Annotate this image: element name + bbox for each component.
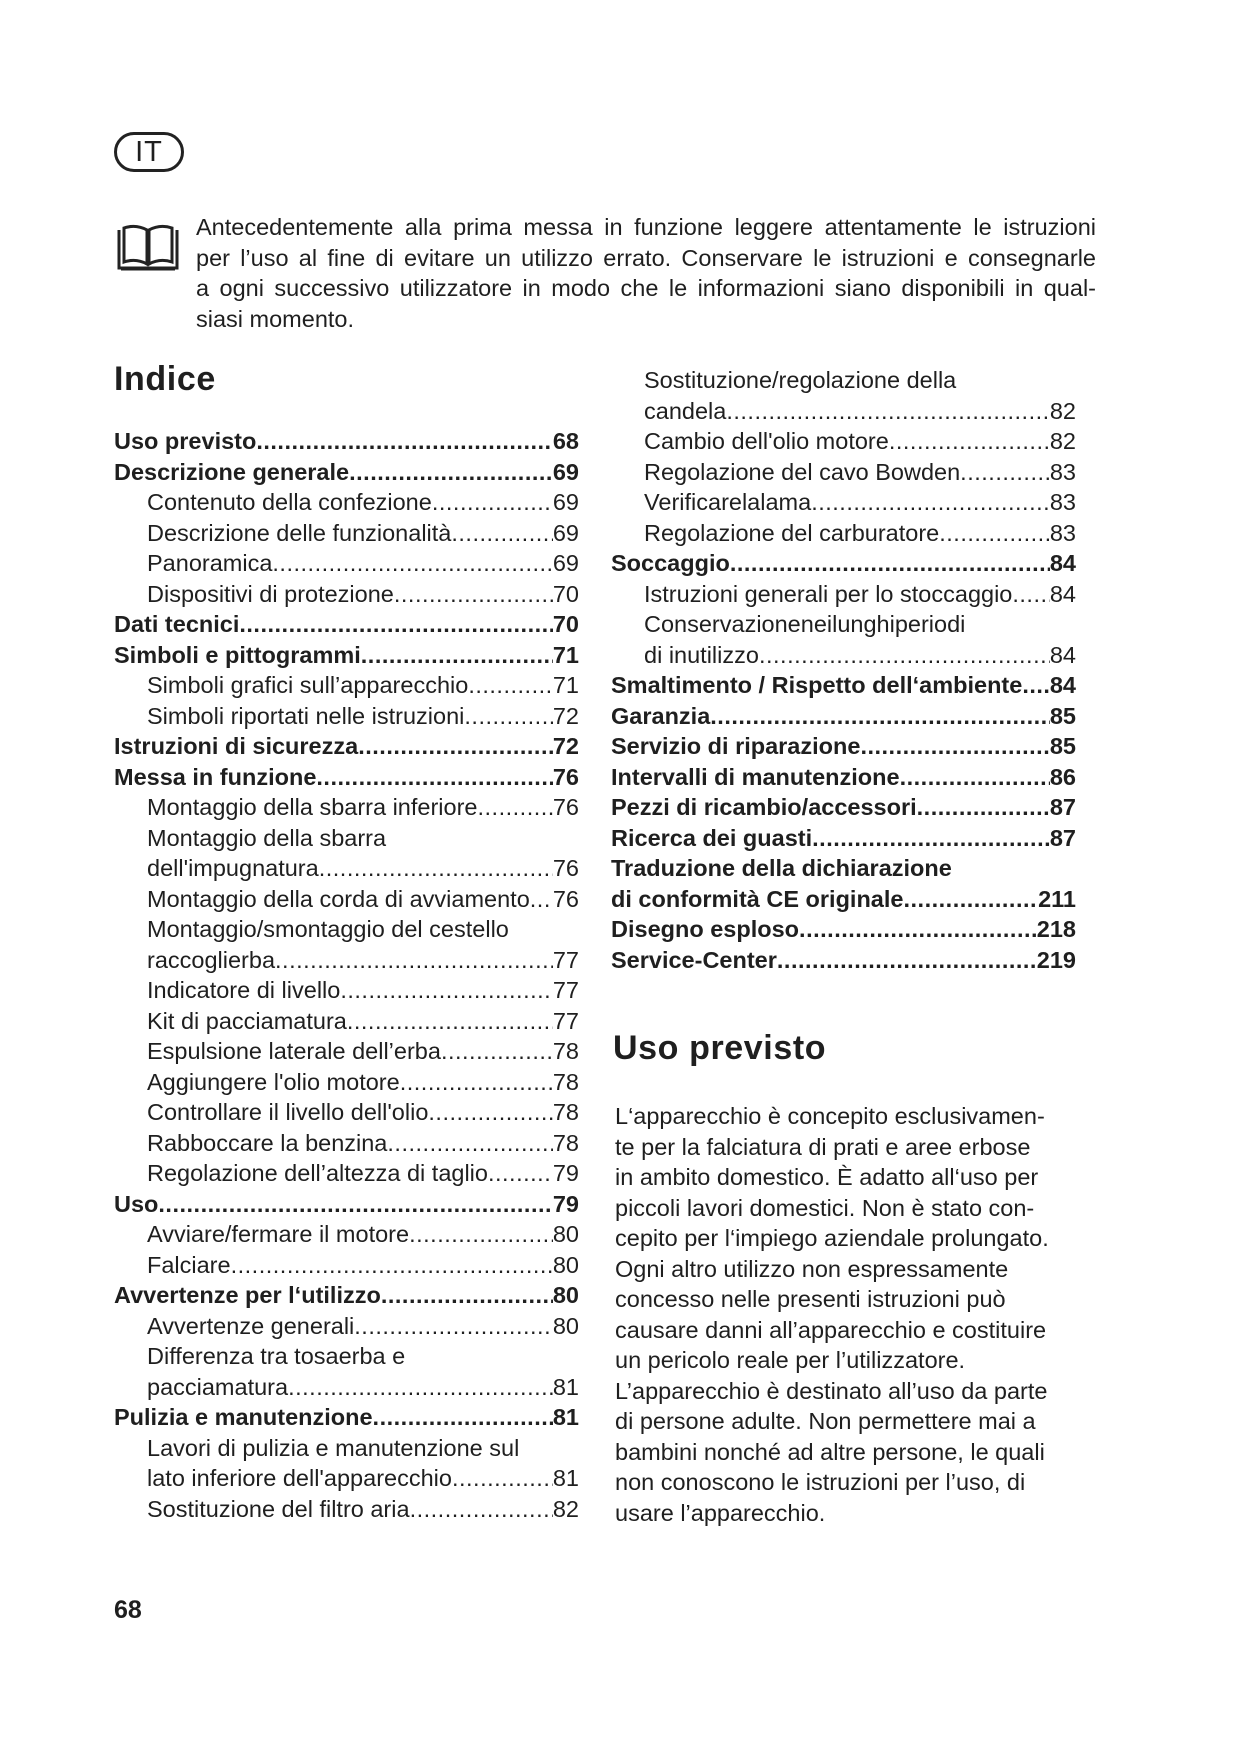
- toc-entry-label: raccoglierba: [147, 946, 276, 973]
- index-heading: Indice: [114, 360, 216, 398]
- toc-entry[interactable]: [611, 487, 1076, 518]
- toc-entry[interactable]: [611, 365, 1076, 396]
- toc-entry-page: 84: [1049, 580, 1076, 607]
- toc-entry-label: Messa in funzione: [114, 763, 317, 790]
- toc-entry[interactable]: [114, 914, 579, 945]
- toc-entry-label: Regolazione del carburatore: [644, 519, 940, 546]
- intro-line: a ogni successivo utilizzatore in modo che le informazioni siano disponibili in qual-: [196, 275, 1096, 301]
- toc-entry-page: 85: [1049, 702, 1076, 729]
- toc-entry[interactable]: [114, 640, 579, 671]
- toc-leader-dots: [319, 853, 553, 884]
- toc-entry[interactable]: [114, 1311, 579, 1342]
- toc-entry-label: Lavori di pulizia e manutenzione sul: [147, 1434, 520, 1461]
- toc-leader-dots: [710, 701, 1050, 732]
- toc-entry-page: 81: [552, 1404, 579, 1430]
- toc-entry[interactable]: [114, 792, 579, 823]
- toc-entry-page: 78: [552, 1099, 579, 1125]
- toc-entry-page: 87: [1049, 824, 1076, 851]
- toc-entry[interactable]: [114, 457, 579, 488]
- toc-leader-dots: [441, 1036, 553, 1067]
- toc-leader-dots: [900, 762, 1050, 793]
- toc-entry-label: candela: [644, 397, 727, 424]
- toc-leader-dots: [811, 487, 1050, 518]
- toc-entry-label: Garanzia: [611, 702, 711, 729]
- toc-entry-label: Indicatore di livello: [147, 977, 341, 1003]
- toc-entry-page: 83: [1049, 458, 1076, 485]
- toc-entry-page: 84: [1049, 672, 1076, 698]
- toc-leader-dots: [400, 1067, 553, 1098]
- toc-entry-label: Conservazioneneilunghiperiodi: [644, 611, 966, 637]
- toc-entry-page: 83: [1049, 489, 1076, 515]
- toc-leader-dots: [530, 884, 553, 915]
- intro-line: siasi momento.: [196, 305, 355, 332]
- toc-entry[interactable]: [114, 1158, 579, 1189]
- toc-entry[interactable]: [114, 1402, 579, 1433]
- toc-entry[interactable]: [114, 701, 579, 732]
- toc-entry[interactable]: [114, 1341, 579, 1372]
- toc-leader-dots: [275, 945, 553, 976]
- toc-entry[interactable]: [114, 579, 579, 610]
- toc-entry-label: Uso: [114, 1190, 159, 1217]
- toc-entry-label: Rabboccare la benzina: [147, 1129, 388, 1156]
- toc-entry-page: 79: [552, 1160, 579, 1186]
- toc-left-column: [114, 426, 579, 1524]
- toc-entry[interactable]: [611, 884, 1076, 915]
- toc-entry-page: 71: [552, 672, 579, 698]
- toc-entry-label: Service-Center: [611, 946, 777, 973]
- toc-entry-page: 80: [552, 1251, 579, 1278]
- toc-leader-dots: [903, 884, 1038, 915]
- toc-entry-page: 83: [1049, 519, 1076, 546]
- toc-entry-label: Simboli riportati nelle istruzioni: [147, 702, 465, 729]
- toc-leader-dots: [452, 1463, 553, 1494]
- toc-entry-label: Ricerca dei guasti: [611, 824, 813, 851]
- toc-entry-page: 69: [552, 458, 579, 485]
- toc-leader-dots: [799, 914, 1037, 945]
- toc-entry-label: Descrizione generale: [114, 458, 350, 485]
- toc-leader-dots: [354, 1311, 553, 1342]
- toc-leader-dots: [239, 609, 552, 640]
- toc-entry[interactable]: [114, 762, 579, 793]
- toc-entry-page: 68: [552, 428, 579, 454]
- body-line: Ogni altro utilizzo non espressamente: [615, 1255, 1009, 1282]
- toc-entry-label: Pezzi di ricambio/accessori: [611, 794, 917, 820]
- toc-leader-dots: [759, 640, 1050, 671]
- toc-entry-page: 86: [1049, 763, 1076, 790]
- body-line: cepito per l‘impiego aziendale prolungato.: [615, 1225, 1049, 1251]
- body-line: bambini nonché ad altre persone, le quali: [615, 1438, 1045, 1465]
- toc-entry[interactable]: [611, 853, 1076, 884]
- toc-entry[interactable]: [114, 487, 579, 518]
- toc-entry-label: Verificarelalama: [644, 489, 812, 515]
- toc-leader-dots: [432, 487, 553, 518]
- toc-entry-label: Regolazione del cavo Bowden: [644, 458, 961, 485]
- toc-leader-dots: [288, 1372, 553, 1403]
- toc-leader-dots: [381, 1280, 553, 1311]
- toc-entry-page: 219: [1036, 946, 1076, 973]
- toc-entry-page: 82: [1049, 428, 1076, 454]
- toc-leader-dots: [889, 426, 1050, 457]
- toc-leader-dots: [373, 1402, 553, 1433]
- page-number: 68: [114, 1596, 142, 1624]
- toc-entry[interactable]: [611, 731, 1076, 762]
- toc-entry[interactable]: [114, 1219, 579, 1250]
- toc-entry[interactable]: [611, 548, 1076, 579]
- intro-line: per l’uso al fine di evitare un utilizzo errato. Conservare le istruzioni e consegnarle: [196, 244, 1096, 271]
- toc-entry-label: Cambio dell'olio motore: [644, 428, 889, 454]
- toc-entry[interactable]: [611, 670, 1076, 701]
- toc-entry[interactable]: [114, 1250, 579, 1281]
- toc-entry[interactable]: [114, 670, 579, 701]
- toc-entry-label: Avvertenze generali: [147, 1312, 355, 1339]
- uso-previsto-heading: Uso previsto: [613, 1029, 827, 1067]
- toc-entry-label: di inutilizzo: [644, 641, 759, 668]
- toc-entry-label: di conformità CE originale: [611, 885, 904, 912]
- toc-entry-label: Kit di pacciamatura: [147, 1007, 347, 1034]
- toc-entry-label: Soccaggio: [611, 550, 730, 576]
- toc-entry-page: 72: [552, 702, 579, 729]
- toc-leader-dots: [409, 1219, 553, 1250]
- toc-entry-page: 77: [552, 946, 579, 973]
- toc-leader-dots: [394, 579, 553, 610]
- toc-leader-dots: [777, 945, 1037, 976]
- intro-paragraph: [196, 212, 1096, 334]
- body-line: non conoscono le istruzioni per l’uso, di: [615, 1469, 1026, 1495]
- toc-entry-page: 87: [1049, 794, 1076, 820]
- toc-entry-label: Istruzioni generali per lo stoccaggio: [644, 580, 1013, 607]
- toc-entry-label: Espulsione laterale dell’erba: [147, 1038, 441, 1064]
- toc-entry[interactable]: [114, 1189, 579, 1220]
- toc-leader-dots: [361, 640, 553, 671]
- toc-entry[interactable]: [114, 1128, 579, 1159]
- intro-line: Antecedentemente alla prima messa in funzione leggere attentamente le istruzioni: [196, 214, 1096, 240]
- toc-entry-page: 70: [552, 611, 579, 637]
- toc-entry-page: 211: [1038, 885, 1076, 912]
- body-line: di persone adulte. Non permettere mai a: [615, 1408, 1036, 1434]
- body-line: causare danni all’apparecchio e costituire: [615, 1316, 1047, 1343]
- toc-entry-label: Simboli e pittogrammi: [114, 641, 361, 668]
- toc-leader-dots: [468, 670, 553, 701]
- toc-entry[interactable]: [611, 457, 1076, 488]
- toc-entry[interactable]: [611, 579, 1076, 610]
- toc-entry-page: 69: [552, 550, 579, 576]
- toc-entry-page: 76: [552, 794, 579, 820]
- toc-entry[interactable]: [114, 1494, 579, 1525]
- toc-leader-dots: [960, 457, 1050, 488]
- toc-entry[interactable]: [114, 1463, 579, 1494]
- toc-leader-dots: [428, 1097, 552, 1128]
- toc-leader-dots: [730, 548, 1050, 579]
- toc-entry-label: Sostituzione/regolazione della: [644, 367, 957, 393]
- toc-entry[interactable]: [611, 396, 1076, 427]
- toc-entry[interactable]: [114, 1372, 579, 1403]
- toc-entry-label: Istruzioni di sicurezza: [114, 733, 359, 759]
- toc-entry-label: Montaggio/smontaggio del cestello: [147, 916, 509, 942]
- toc-entry-page: 85: [1049, 733, 1076, 759]
- toc-entry[interactable]: [114, 1433, 579, 1464]
- toc-entry-page: 84: [1049, 550, 1076, 576]
- toc-entry-label: Sostituzione del filtro aria: [147, 1495, 410, 1522]
- toc-entry[interactable]: [114, 1006, 579, 1037]
- toc-entry-label: Uso previsto: [114, 428, 257, 454]
- toc-entry[interactable]: [114, 609, 579, 640]
- toc-entry-label: dell'impugnatura: [147, 855, 319, 881]
- toc-leader-dots: [478, 792, 553, 823]
- toc-entry[interactable]: [114, 823, 579, 854]
- toc-entry[interactable]: [114, 518, 579, 549]
- toc-entry-page: 80: [552, 1221, 579, 1247]
- toc-leader-dots: [860, 731, 1049, 762]
- uso-previsto-text: [615, 1101, 1085, 1528]
- toc-entry[interactable]: [611, 640, 1076, 671]
- toc-leader-dots: [347, 1006, 553, 1037]
- toc-leader-dots: [316, 762, 552, 793]
- toc-entry[interactable]: [114, 426, 579, 457]
- toc-leader-dots: [464, 701, 552, 732]
- toc-leader-dots: [256, 426, 553, 457]
- toc-entry-label: pacciamatura: [147, 1373, 289, 1400]
- toc-entry-page: 218: [1036, 916, 1076, 942]
- toc-entry[interactable]: [611, 823, 1076, 854]
- toc-entry-label: Intervalli di manutenzione: [611, 763, 900, 790]
- toc-leader-dots: [158, 1189, 552, 1220]
- toc-leader-dots: [410, 1494, 553, 1525]
- toc-entry-label: Avvertenze per l‘utilizzo: [114, 1282, 381, 1308]
- toc-leader-dots: [451, 518, 552, 549]
- toc-entry[interactable]: [114, 884, 579, 915]
- toc-entry-page: 84: [1049, 641, 1076, 668]
- toc-entry[interactable]: [114, 1097, 579, 1128]
- toc-entry-page: 72: [552, 733, 579, 759]
- toc-entry[interactable]: [611, 945, 1076, 976]
- toc-entry-label: Traduzione della dichiarazione: [611, 855, 952, 881]
- manual-book-icon: [116, 222, 180, 274]
- toc-leader-dots: [340, 975, 553, 1006]
- toc-entry[interactable]: [611, 914, 1076, 945]
- toc-entry-page: 71: [552, 641, 579, 668]
- toc-entry[interactable]: [611, 792, 1076, 823]
- toc-entry-page: 69: [552, 519, 579, 546]
- body-line: usare l’apparecchio.: [615, 1499, 826, 1526]
- body-line: in ambito domestico. È adatto all‘uso per: [615, 1164, 1039, 1190]
- toc-leader-dots: [272, 548, 552, 579]
- body-line: concesso nelle presenti istruzioni può: [615, 1286, 1006, 1312]
- language-badge: IT: [114, 132, 184, 172]
- toc-entry-page: 69: [552, 489, 579, 515]
- toc-entry-label: Montaggio della sbarra: [147, 824, 387, 851]
- body-line: L‘apparecchio è concepito esclusivamen-: [615, 1103, 1045, 1129]
- body-line: te per la falciatura di prati e aree erbose: [615, 1133, 1031, 1160]
- toc-entry-label: Simboli grafici sull’apparecchio: [147, 672, 469, 698]
- toc-entry-page: 78: [552, 1129, 579, 1156]
- toc-entry-label: Pulizia e manutenzione: [114, 1404, 373, 1430]
- toc-entry[interactable]: [114, 548, 579, 579]
- toc-entry-page: 77: [552, 977, 579, 1003]
- toc-entry[interactable]: [114, 1280, 579, 1311]
- toc-entry-label: Falciare: [147, 1251, 231, 1278]
- toc-leader-dots: [358, 731, 553, 762]
- toc-leader-dots: [726, 396, 1050, 427]
- toc-leader-dots: [1022, 670, 1050, 701]
- toc-entry-label: Dati tecnici: [114, 611, 240, 637]
- body-line: L’apparecchio è destinato all’uso da parte: [615, 1377, 1048, 1404]
- toc-leader-dots: [812, 823, 1050, 854]
- toc-entry-page: 81: [552, 1373, 579, 1400]
- toc-entry-page: 81: [552, 1465, 579, 1491]
- body-line: un pericolo reale per l’utilizzatore.: [615, 1347, 966, 1373]
- toc-entry[interactable]: [611, 609, 1076, 640]
- toc-entry-label: Aggiungere l'olio motore: [147, 1068, 400, 1095]
- toc-entry-page: 78: [552, 1038, 579, 1064]
- toc-entry-label: Descrizione delle funzionalità: [147, 519, 452, 546]
- toc-entry-page: 79: [552, 1190, 579, 1217]
- toc-entry-page: 70: [552, 580, 579, 607]
- toc-entry-page: 82: [552, 1495, 579, 1522]
- toc-entry-label: Smaltimento / Rispetto dell‘ambiente: [611, 672, 1023, 698]
- toc-leader-dots: [387, 1128, 552, 1159]
- toc-entry[interactable]: [611, 426, 1076, 457]
- toc-entry-page: 80: [552, 1312, 579, 1339]
- toc-entry[interactable]: [611, 518, 1076, 549]
- toc-right-column: [611, 365, 1076, 975]
- toc-entry-label: Controllare il livello dell'olio: [147, 1099, 429, 1125]
- toc-leader-dots: [349, 457, 553, 488]
- toc-entry-page: 76: [552, 855, 579, 881]
- toc-entry-label: Panoramica: [147, 550, 273, 576]
- toc-entry-page: 76: [552, 885, 579, 912]
- body-line: piccoli lavori domestici. Non è stato con-: [615, 1194, 1035, 1221]
- toc-entry-label: Montaggio della corda di avviamento: [147, 885, 530, 912]
- toc-entry[interactable]: [114, 853, 579, 884]
- toc-entry[interactable]: [114, 1036, 579, 1067]
- toc-entry-label: lato inferiore dell'apparecchio: [147, 1465, 452, 1491]
- toc-leader-dots: [939, 518, 1050, 549]
- toc-entry-label: Montaggio della sbarra inferiore: [147, 794, 478, 820]
- toc-entry-page: 78: [552, 1068, 579, 1095]
- toc-entry-label: Avviare/fermare il motore: [147, 1221, 410, 1247]
- toc-entry[interactable]: [611, 762, 1076, 793]
- toc-entry-label: Disegno esploso: [611, 916, 800, 942]
- toc-leader-dots: [917, 792, 1050, 823]
- toc-entry[interactable]: [114, 731, 579, 762]
- toc-entry-page: 80: [552, 1282, 579, 1308]
- toc-entry[interactable]: [114, 945, 579, 976]
- toc-entry-page: 77: [552, 1007, 579, 1034]
- toc-entry-label: Differenza tra tosaerba e: [147, 1343, 406, 1369]
- toc-entry[interactable]: [611, 701, 1076, 732]
- toc-entry-label: Regolazione dell’altezza di taglio: [147, 1160, 488, 1186]
- toc-entry-label: Dispositivi di protezione: [147, 580, 394, 607]
- toc-leader-dots: [1012, 579, 1049, 610]
- toc-entry[interactable]: [114, 975, 579, 1006]
- toc-entry-page: 82: [1049, 397, 1076, 424]
- toc-entry[interactable]: [114, 1067, 579, 1098]
- toc-entry-page: 76: [552, 763, 579, 790]
- toc-leader-dots: [488, 1158, 553, 1189]
- toc-leader-dots: [231, 1250, 553, 1281]
- toc-entry-label: Servizio di riparazione: [611, 733, 861, 759]
- toc-entry-label: Contenuto della confezione: [147, 489, 432, 515]
